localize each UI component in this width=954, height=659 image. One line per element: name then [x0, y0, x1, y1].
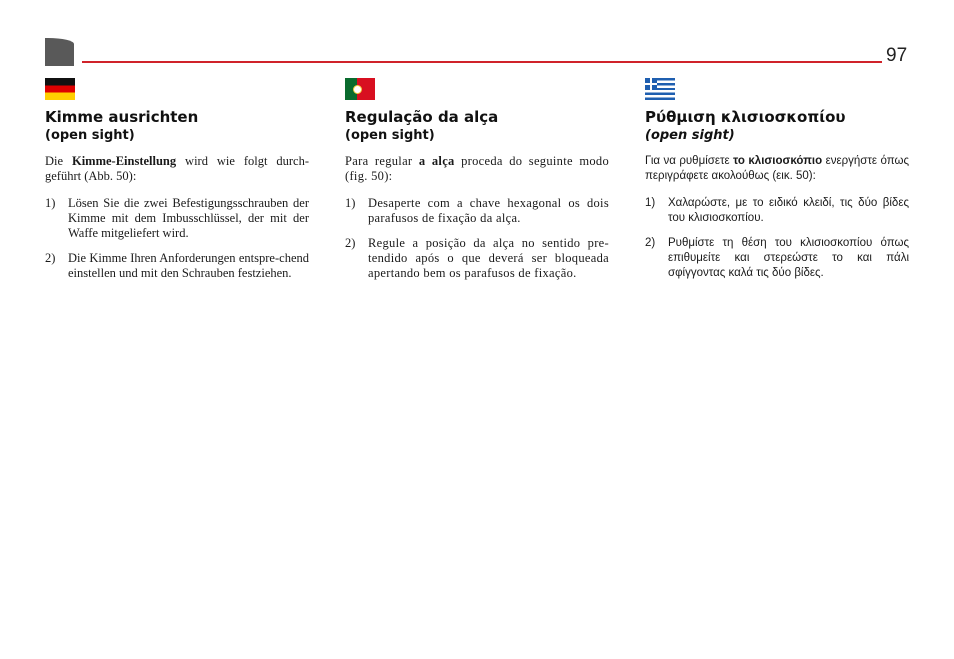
steps-list — [645, 196, 909, 281]
intro-bold-term: το κλισιοσκόπιο — [733, 155, 823, 167]
greece-flag-icon — [645, 78, 675, 100]
section-subtitle: (open sight) — [45, 128, 135, 143]
step-text: Regule a posição da alça no sentido pre-tendido após o que deverá ser bloqueada apertando bem os parafusos de fixação. — [368, 236, 609, 280]
step-number: 1) — [345, 196, 356, 210]
section-title: Ρύθμιση κλισιοσκοπίου — [645, 108, 846, 126]
step-number: 1) — [645, 197, 656, 209]
column-german — [45, 78, 309, 291]
germany-flag-icon — [45, 78, 75, 100]
step-number: 1) — [45, 196, 56, 210]
step-number: 2) — [645, 237, 656, 249]
section-subtitle: (open sight) — [645, 128, 735, 143]
step-number: 2) — [45, 251, 56, 265]
step-text: Χαλαρώστε, με το ειδικό κλειδί, τις δύο βίδες του κλισιοσκοπίου. — [668, 197, 909, 224]
intro-bold-term: Kimme-Einstellung — [71, 154, 177, 168]
list-item — [45, 196, 309, 241]
corner-tab-mark — [45, 38, 74, 66]
section-subtitle: (open sight) — [345, 128, 435, 143]
intro-bold-term: a alça — [418, 154, 455, 168]
header-rule — [82, 61, 882, 63]
step-text: Die Kimme Ihren Anforderungen entspre-chend einstellen und mit den Schrauben festziehen. — [68, 251, 309, 280]
steps-list — [45, 196, 309, 281]
step-text: Desaperte com a chave hexagonal os dois parafusos de fixação da alça. — [368, 196, 609, 225]
step-text: Ρυθμίστε τη θέση του κλισιοσκοπίου όπως επιθυμείτε και στερεώστε το και πάλι σφίγγοντας καλά τις δύο βίδες. — [668, 237, 909, 279]
steps-list — [345, 196, 609, 281]
list-item — [45, 251, 309, 281]
list-item — [345, 236, 609, 281]
section-title: Kimme ausrichten — [45, 108, 199, 126]
list-item — [645, 196, 909, 226]
intro-paragraph: Para regular a alça proceda do seguinte modo (fig. 50): — [345, 154, 609, 183]
portugal-flag-icon — [345, 78, 375, 100]
list-item — [645, 236, 909, 281]
step-number: 2) — [345, 236, 356, 250]
intro-paragraph: Για να ρυθμίσετε το κλισιοσκόπιο ενεργήστε όπως περιγράφετε ακολούθως (εικ. 50): — [645, 155, 910, 182]
column-portuguese — [345, 78, 609, 291]
column-greek — [645, 78, 909, 291]
step-text: Lösen Sie die zwei Befestigungsschrauben der Kimme mit dem Imbusschlüssel, der mit der Waffe mitgeliefert wird. — [68, 196, 309, 240]
list-item — [345, 196, 609, 226]
section-title: Regulação da alça — [345, 108, 499, 126]
intro-paragraph: Die Kimme-Einstellung wird wie folgt durch-geführt (Abb. 50): — [45, 154, 309, 183]
page-number: 97 — [886, 45, 908, 66]
